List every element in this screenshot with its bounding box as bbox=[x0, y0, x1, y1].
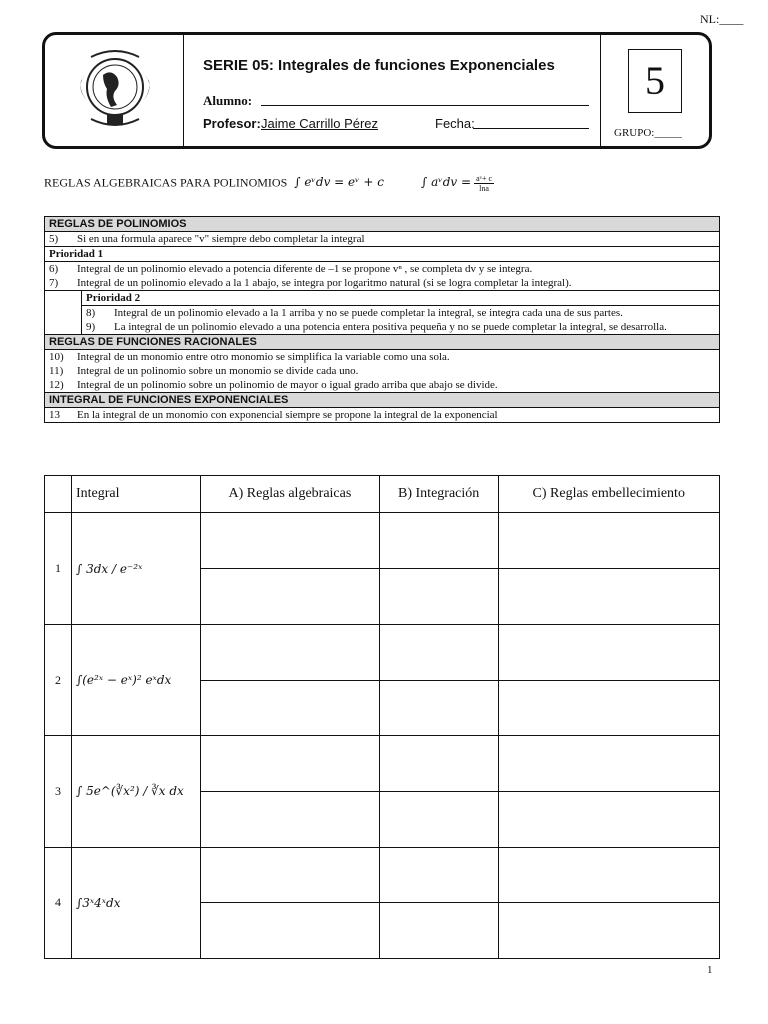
answer-cell[interactable] bbox=[379, 791, 498, 847]
profesor-name: Jaime Carrillo Pérez bbox=[261, 116, 379, 131]
profesor-label: Profesor: bbox=[203, 116, 261, 131]
reglas-intro-label: REGLAS ALGEBRAICAS PARA POLINOMIOS bbox=[44, 175, 288, 190]
row-number-1: 1 bbox=[45, 513, 72, 624]
prioridad-1: Prioridad 1 bbox=[45, 247, 720, 262]
answer-cell[interactable] bbox=[379, 624, 498, 680]
title-cell bbox=[183, 35, 601, 146]
answer-cell[interactable] bbox=[498, 736, 719, 792]
header-integracion: B) Integración bbox=[379, 476, 498, 513]
logo-cell bbox=[45, 35, 184, 146]
rules-6-7: 6) Integral de un polinomio elevado a potencia diferente de –1 se propone vⁿ , se completa dv y se integra. 7) Integral de un polinomio elevado a la 1 abajo, se integra por logaritmo natural (si se logra completar la integral). bbox=[45, 262, 720, 291]
section-title-polinomios: REGLAS DE POLINOMIOS bbox=[45, 217, 720, 232]
reglas-intro bbox=[44, 174, 494, 193]
answer-cell[interactable] bbox=[498, 624, 719, 680]
unam-seal-icon bbox=[45, 35, 183, 146]
answer-cell[interactable] bbox=[498, 513, 719, 569]
answer-cell[interactable] bbox=[379, 736, 498, 792]
answer-cell[interactable] bbox=[379, 903, 498, 959]
answer-cell[interactable] bbox=[201, 847, 380, 903]
header-num bbox=[45, 476, 72, 513]
rules-table bbox=[44, 216, 720, 423]
row-number-4: 4 bbox=[45, 847, 72, 958]
page-number: 1 bbox=[707, 964, 713, 976]
fecha-label: Fecha: bbox=[435, 116, 475, 131]
alumno-field[interactable] bbox=[261, 105, 589, 106]
header-integral: Integral bbox=[72, 476, 201, 513]
row-number-2: 2 bbox=[45, 624, 72, 735]
answer-cell[interactable] bbox=[379, 680, 498, 736]
answer-cell[interactable] bbox=[498, 680, 719, 736]
rule-13: 13 En la integral de un monomio con exponencial siempre se propone la integral de la exponencial bbox=[45, 408, 720, 423]
section-title-exponenciales: INTEGRAL DE FUNCIONES EXPONENCIALES bbox=[45, 393, 720, 408]
answer-cell[interactable] bbox=[379, 513, 498, 569]
alumno-label: Alumno: bbox=[203, 93, 253, 108]
grupo-field[interactable]: GRUPO:_____ bbox=[614, 127, 682, 139]
prioridad-2: Prioridad 2 bbox=[82, 291, 720, 306]
answer-cell[interactable] bbox=[201, 513, 380, 569]
serie-number: 5 bbox=[628, 49, 682, 113]
section-title-racionales: REGLAS DE FUNCIONES RACIONALES bbox=[45, 335, 720, 350]
answer-cell[interactable] bbox=[498, 903, 719, 959]
formula-a-numerator: aᵛ+ c bbox=[476, 174, 493, 183]
indent-spacer bbox=[45, 291, 82, 335]
header-embellecimiento: C) Reglas embellecimiento bbox=[498, 476, 719, 513]
header-reglas-algebraicas: A) Reglas algebraicas bbox=[201, 476, 380, 513]
rules-10-12: 10) Integral de un monomio entre otro monomio se simplifica la variable como una sola. 11) Integral de un polinomio sobre un monomio se divide cada uno. 12) Integral de un polinomio sobre un polinomio de mayor o igual grado arriba que abajo se divide. bbox=[45, 350, 720, 393]
answer-cell[interactable] bbox=[201, 791, 380, 847]
formula-exp: ∫ eᵛdv = eᵛ + c bbox=[294, 175, 385, 190]
integral-3: ∫ 5e^(∛x²) / ∛x dx bbox=[72, 736, 201, 847]
fecha-field[interactable] bbox=[473, 128, 589, 129]
formula-a-denominator: lna bbox=[479, 184, 489, 193]
serie-number-cell bbox=[600, 35, 709, 146]
answer-cell[interactable] bbox=[201, 736, 380, 792]
page-title: SERIE 05: Integrales de funciones Exponenciales bbox=[203, 57, 555, 74]
answer-cell[interactable] bbox=[379, 847, 498, 903]
answer-cell[interactable] bbox=[498, 847, 719, 903]
answer-cell[interactable] bbox=[498, 791, 719, 847]
nl-label: NL:____ bbox=[700, 12, 744, 26]
rules-8-9: 8) Integral de un polinomio elevado a la 1 arriba y no se puede completar la integral, se integra cada una de sus partes. 9) La integral de un polinomio elevado a una potencia entera positiva pequeña y no se puede completar la integral, se desarrolla. bbox=[82, 306, 720, 335]
exercise-grid bbox=[44, 475, 720, 959]
answer-cell[interactable] bbox=[201, 624, 380, 680]
integral-2: ∫(e²ˣ − eˣ)² eˣdx bbox=[72, 624, 201, 735]
answer-cell[interactable] bbox=[379, 569, 498, 625]
answer-cell[interactable] bbox=[201, 680, 380, 736]
integral-4: ∫3ˣ4ˣdx bbox=[72, 847, 201, 958]
rule-5: 5) Si en una formula aparece "v" siempre debo completar la integral bbox=[45, 232, 720, 247]
row-number-3: 3 bbox=[45, 736, 72, 847]
formula-a-left: ∫ aᵛdv = bbox=[421, 175, 472, 190]
integral-1: ∫ 3dx / e⁻²ˣ bbox=[72, 513, 201, 624]
answer-cell[interactable] bbox=[498, 569, 719, 625]
answer-cell[interactable] bbox=[201, 569, 380, 625]
header-box bbox=[42, 32, 712, 149]
answer-cell[interactable] bbox=[201, 903, 380, 959]
formula-a-fraction bbox=[474, 174, 494, 193]
